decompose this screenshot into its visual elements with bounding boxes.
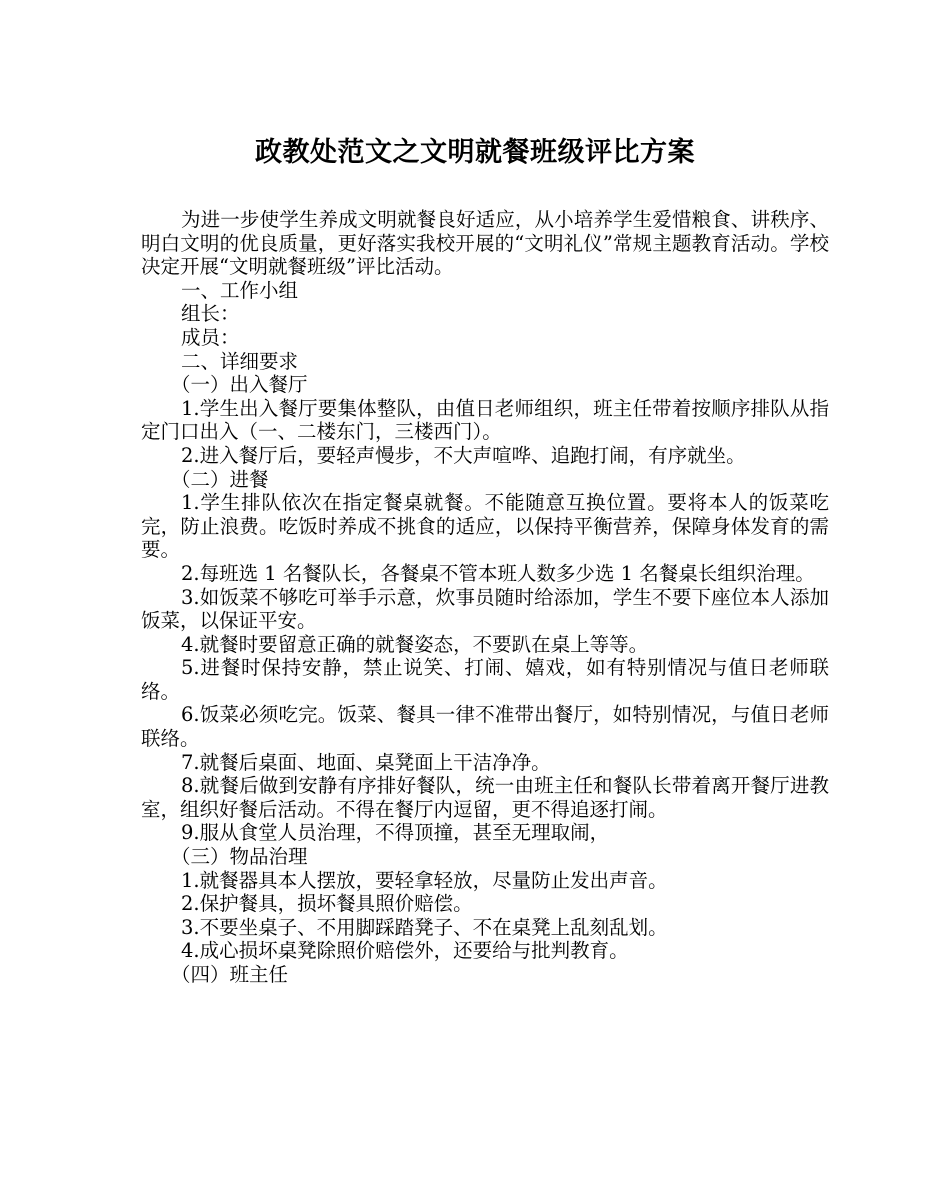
document-title: 政教处范文之文明就餐班级评比方案: [255, 137, 695, 168]
subsection-heading-dining: （二）进餐: [171, 467, 269, 491]
intro-paragraph: 为进一步使学生养成文明就餐良好适应，从小培养学生爱惜粮食、讲秩序、明白文明的优良质量，更好落实我校开展的“文明礼仪”常规主题教育活动。学校决定开展“文明就餐班级”评比活动。: [141, 208, 829, 279]
list-item: 5.进餐时保持安静，禁止说笑、打闹、嬉戏，如有特别情况与值日老师联络。: [141, 656, 829, 703]
subsection-heading-entering: （一）出入餐厅: [171, 373, 308, 397]
list-item: 4.就餐时要留意正确的就餐姿态，不要趴在桌上等等。: [181, 632, 649, 656]
list-item: 1.就餐器具本人摆放，要轻拿轻放，尽量防止发出声音。: [181, 868, 668, 892]
list-item: 1.学生出入餐厅要集体整队，由值日老师组织，班主任带着按顺序排队从指定门口出入（一、二楼东门，三楼西门）。: [141, 396, 829, 444]
list-item: 3.如饭菜不够吃可举手示意，炊事员随时给添加，学生不要下座位本人添加饭菜，以保证平安。: [141, 585, 829, 633]
subsection-heading-head-teacher: （四）班主任: [171, 963, 289, 986]
section-heading-work-group: 一、工作小组: [181, 278, 299, 302]
section-heading-requirements: 二、详细要求: [181, 349, 299, 373]
list-item: 1.学生排队依次在指定餐桌就餐。不能随意互换位置。要将本人的饭菜吃完，防止浪费。吃饭时养成不挑食的适应，以保持平衡营养，保障身体发育的需要。: [141, 491, 829, 562]
list-item: 2.每班选 1 名餐队长，各餐桌不管本班人数多少选 1 名餐桌长组织治理。: [181, 561, 815, 585]
group-members-line: 成员：: [181, 325, 240, 349]
list-item: 9.服从食堂人员治理，不得顶撞，甚至无理取闹，: [181, 821, 610, 845]
group-leader-line: 组长：: [181, 302, 240, 326]
list-item: 3.不要坐桌子、不用脚踩踏凳子、不在桌凳上乱刻乱划。: [181, 915, 668, 939]
list-item: 6.饭菜必须吃完。饭菜、餐具一律不准带出餐厅，如特别情况，与值日老师联络。: [141, 703, 829, 751]
list-item: 4.成心损坏桌凳除照价赔偿外，还要给与批判教育。: [181, 939, 629, 963]
list-item: 2.进入餐厅后，要轻声慢步，不大声喧哗、追跑打闹，有序就坐。: [181, 443, 746, 467]
list-item: 8.就餐后做到安静有序排好餐队，统一由班主任和餐队长带着离开餐厅进教室，组织好餐后活动。不得在餐厅内逗留，更不得追逐打闹。: [141, 774, 829, 821]
list-item: 7.就餐后桌面、地面、桌凳面上干洁净净。: [181, 750, 551, 774]
document-body: [141, 208, 829, 987]
subsection-heading-items: （三）物品治理: [171, 845, 308, 869]
list-item: 2.保护餐具，损坏餐具照价赔偿。: [181, 892, 473, 916]
